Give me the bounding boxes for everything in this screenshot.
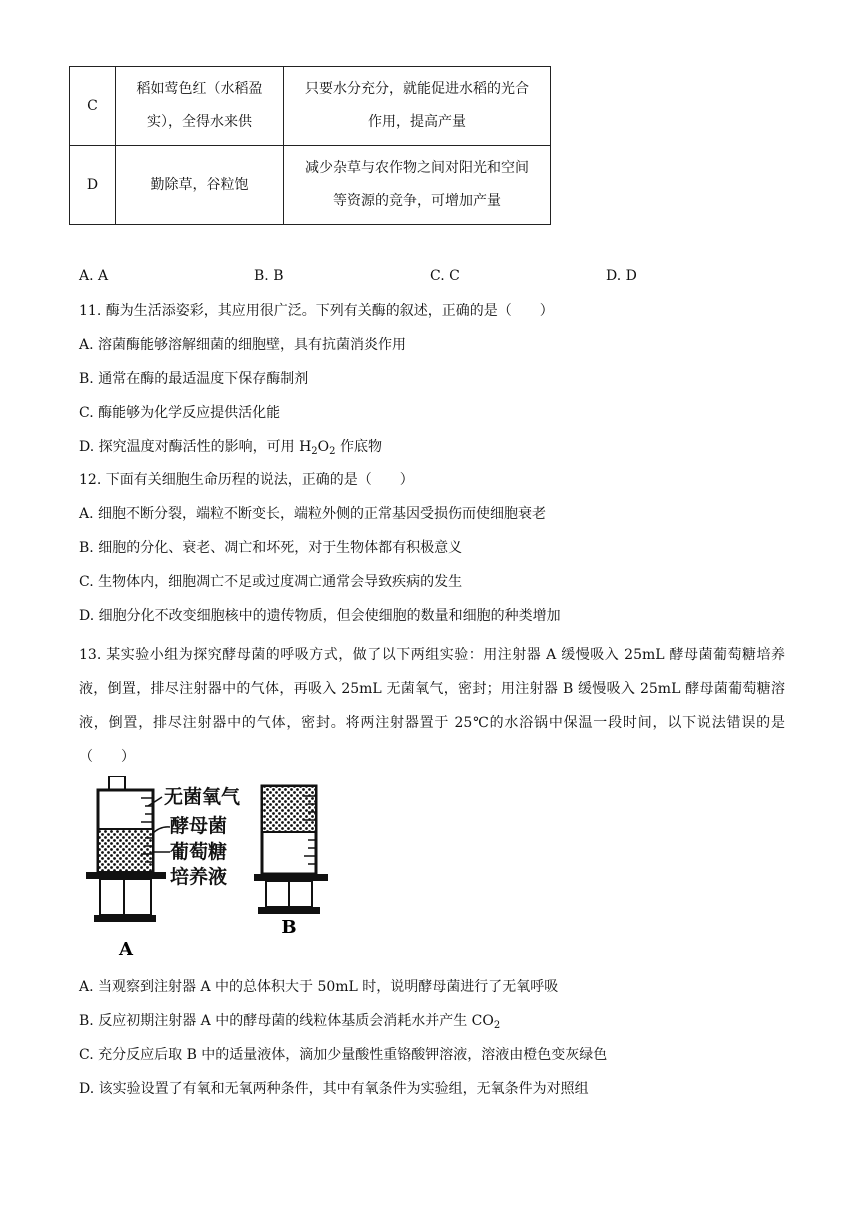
table-row xyxy=(70,67,551,146)
table-cell-key: D xyxy=(70,146,116,225)
syringe-b xyxy=(254,786,328,938)
q11-option-d-text: 作底物 xyxy=(335,439,382,455)
q13-option-a[interactable]: A. 当观察到注射器 A 中的总体积大于 50mL 时，说明酵母菌进行了无氧呼吸 xyxy=(79,979,559,995)
saying-line: 实），全得水来供 xyxy=(147,114,252,130)
yeast-culture-a xyxy=(99,829,152,871)
q13-option-b[interactable] xyxy=(79,1011,500,1036)
q12-option-b[interactable]: B. 细胞的分化、衰老、凋亡和坏死，对于生物体都有积极意义 xyxy=(79,540,463,556)
q13-stem: 13. 某实验小组为探究酵母菌的呼吸方式，做了以下两组实验：用注射器 A 缓慢吸入 25mL 酵母菌葡萄糖培养液，倒置，排尽注射器中的气体，再吸入 25mL 无菌氧气，密封；用注射器 B 缓慢吸入 25mL 酵母菌葡萄糖溶液，倒置，排尽注射器中的气体，密封。将两注射器置于 25℃的水浴锅中保温一段时间，以下说法错误的是（ ） xyxy=(79,647,785,765)
subscript: 2 xyxy=(329,446,336,457)
options-table xyxy=(69,66,551,225)
syringe-a xyxy=(86,776,166,958)
table-cell-explanation xyxy=(284,67,551,146)
label-yeast: 酵母菌 xyxy=(170,815,228,837)
syringe-figure xyxy=(86,776,346,958)
yeast-culture-b xyxy=(263,787,315,832)
subscript: 2 xyxy=(493,1020,501,1031)
table-row xyxy=(70,146,551,225)
table-cell-saying xyxy=(116,146,284,225)
table-cell-key: C xyxy=(70,67,116,146)
option-a[interactable]: A. A xyxy=(79,268,109,284)
option-c[interactable]: C. C xyxy=(430,268,460,284)
explanation-line: 等资源的竞争，可增加产量 xyxy=(333,193,501,209)
label-glucose: 葡萄糖 xyxy=(170,841,228,863)
q13-option-b-text: B. 反应初期注射器 A 中的酵母菌的线粒体基质会消耗水并产生 CO xyxy=(79,1013,494,1029)
q11-option-a[interactable]: A. 溶菌酶能够溶解细菌的细胞壁，具有抗菌消炎作用 xyxy=(79,337,407,353)
q13-option-c[interactable]: C. 充分反应后取 B 中的适量液体，滴加少量酸性重铬酸钾溶液，溶液由橙色变灰绿色 xyxy=(79,1047,608,1063)
saying-line: 稻如莺色红（水稻盈 xyxy=(136,81,263,97)
saying-line: 勤除草，谷粒饱 xyxy=(150,176,249,193)
q11-option-d[interactable] xyxy=(79,437,382,462)
table-cell-explanation xyxy=(284,146,551,225)
label-b: B xyxy=(281,917,297,938)
option-b[interactable]: B. B xyxy=(254,268,284,284)
option-d[interactable]: D. D xyxy=(606,268,637,284)
q11-option-d-text: O xyxy=(317,439,330,455)
label-a: A xyxy=(119,939,133,958)
subscript: 2 xyxy=(311,446,318,457)
label-medium: 培养液 xyxy=(170,866,228,888)
q12-stem: 12. 下面有关细胞生命历程的说法，正确的是（ ） xyxy=(79,472,414,488)
q13-option-d[interactable]: D. 该实验设置了有氧和无氧两种条件，其中有氧条件为实验组，无氧条件为对照组 xyxy=(79,1081,589,1097)
table-cell-saying xyxy=(116,67,284,146)
q12-option-c[interactable]: C. 生物体内，细胞凋亡不足或过度凋亡通常会导致疾病的发生 xyxy=(79,574,463,590)
q11-option-d-text: D. 探究温度对酶活性的影响，可用 H xyxy=(79,439,312,455)
label-oxygen: 无菌氧气 xyxy=(164,786,241,808)
q11-option-c[interactable]: C. 酶能够为化学反应提供活化能 xyxy=(79,405,281,421)
explanation-line: 只要水分充分，就能促进水稻的光合 xyxy=(305,81,529,97)
explanation-line: 作用，提高产量 xyxy=(368,114,466,130)
q12-option-d[interactable]: D. 细胞分化不改变细胞核中的遗传物质，但会使细胞的数量和细胞的种类增加 xyxy=(79,608,561,624)
q12-option-a[interactable]: A. 细胞不断分裂，端粒不断变长，端粒外侧的正常基因受损伤而使细胞衰老 xyxy=(79,506,547,522)
explanation-line: 减少杂草与农作物之间对阳光和空间 xyxy=(305,160,529,176)
q11-stem: 11. 酶为生活添姿彩，其应用很广泛。下列有关酶的叙述，正确的是（ ） xyxy=(79,303,554,319)
q11-option-b[interactable]: B. 通常在酶的最适温度下保存酶制剂 xyxy=(79,371,309,387)
